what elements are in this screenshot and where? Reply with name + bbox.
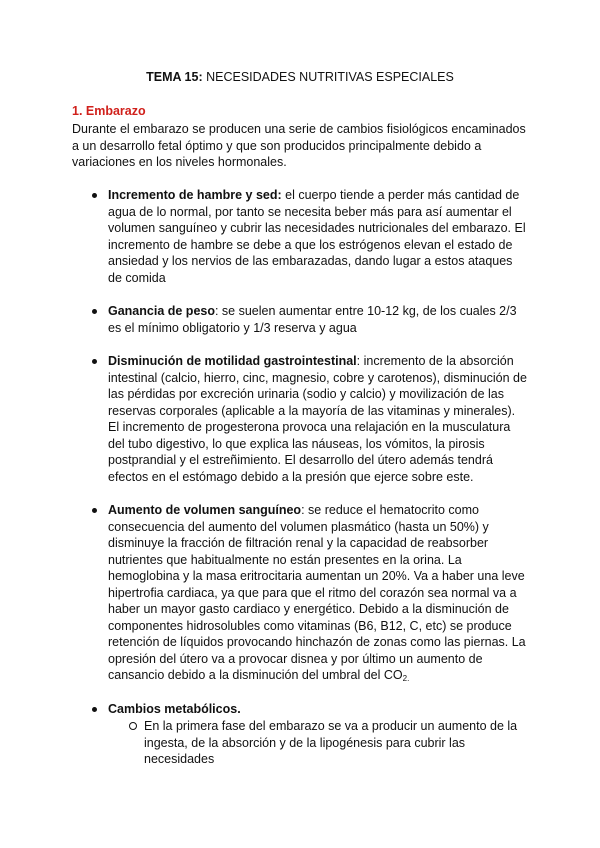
section-heading: 1. Embarazo	[72, 104, 146, 118]
bullet-lead: Ganancia de peso	[108, 304, 215, 318]
bullet-lead: Incremento de hambre y sed:	[108, 188, 282, 202]
list-item	[108, 502, 528, 688]
list-item	[108, 187, 528, 286]
bullet-lead: Aumento de volumen sanguíneo	[108, 503, 302, 517]
list-item	[108, 303, 528, 336]
bullet-text: el cuerpo tiende a perder más cantidad de agua de lo normal, por tanto se necesita beber más para así aumentar el volumen sanguíneo y cubrir las necesidades nutricionales del embarazo. El incremento de hambre se debe a que los estrógenos elevan el estado de ansiedad y los nervios de las embarazadas, dando lugar a estos ataques de comida	[108, 188, 526, 285]
bullet-lead: Disminución de motilidad gastrointestinal	[108, 354, 357, 368]
intro-paragraph: Durante el embarazo se producen una serie de cambios fisiológicos encaminados a un desarrollo fetal óptimo y que son producidos principalmente debido a variaciones en los niveles hormonales.	[72, 122, 526, 169]
bullet-text: : se suelen aumentar entre 10-12 kg, de los cuales 2/3 es el mínimo obligatorio y 1/3 reserva y agua	[108, 304, 517, 335]
page-title	[0, 70, 600, 84]
list-item	[108, 701, 528, 718]
sub-list-item	[144, 718, 534, 768]
title-rest: NECESIDADES NUTRITIVAS ESPECIALES	[202, 70, 454, 84]
bullet-text: : incremento de la absorción intestinal (calcio, hierro, cinc, magnesio, cobre y carotenos), disminución de las pérdidas por excreción urinaria (sodio y calcio) y movilización de las reservas corporales (aplicable a la mayoría de las vitaminas y minerales). El incremento de progesterona provoca una relajación en la musculatura del tubo digestivo, lo que explica las náuseas, los vómitos, la pirosis postprandial y el estreñimiento. El desarrollo del útero además tendrá efectos en el estómago debido a la presión que ejerce sobre este.	[108, 354, 527, 484]
bullet-lead: Cambios metabólicos.	[108, 702, 241, 716]
co2-subscript: 2.	[402, 674, 410, 683]
list-item	[108, 353, 528, 485]
title-bold: TEMA 15:	[146, 70, 203, 84]
bullet-text: : se reduce el hematocrito como consecuencia del aumento del volumen plasmático (hasta un 50%) y disminuye la fracción de filtración renal y la capacidad de reabsorber nutrientes que habitualmente no están presentes en la orina. La hemoglobina y la masa eritrocitaria aumentan un 20%. Va a haber una leve hipertrofia cardiaca, ya que para que el ritmo del corazón sea normal va a haber un mayor gasto cardiaco y energético. Debido a la disminución de componentes hidrosolubles como vitaminas (B6, B12, C, etc) se produce retención de líquidos provocando hinchazón de zonas como las piernas. La opresión del útero va a provocar disnea y por último un aumento de cansancio debido a la disminución del umbral del CO	[108, 503, 526, 682]
sub-bullet-text: En la primera fase del embarazo se va a producir un aumento de la ingesta, de la absorción y de la lipogénesis para cubrir las necesidades	[144, 719, 518, 766]
